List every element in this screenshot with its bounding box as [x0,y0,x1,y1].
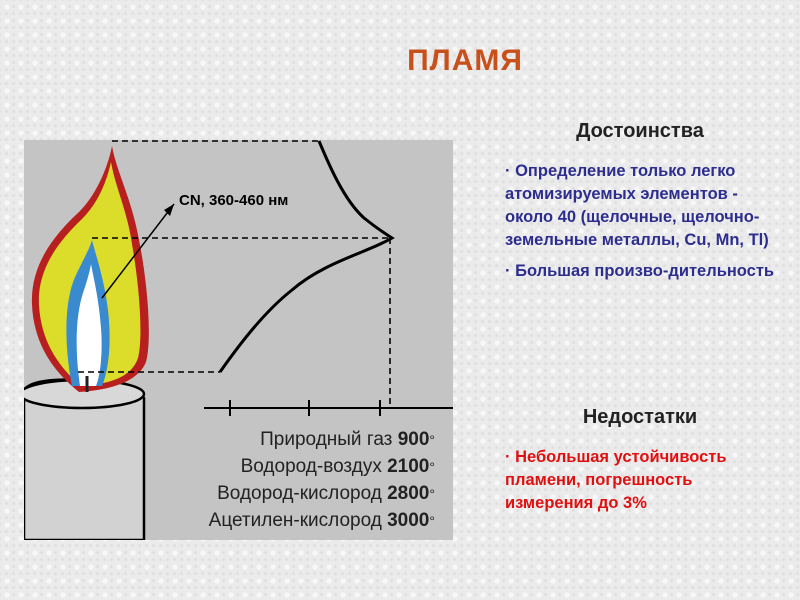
gas-name: Ацетилен-кислород [208,510,382,531]
advantages-heading: Достоинства [576,120,704,142]
temperature-row [209,480,435,507]
degree-sign: ° [429,432,435,448]
temperature-value: 900 [397,429,430,450]
temperature-value: 2800 [387,483,430,504]
degree-sign: ° [429,513,435,529]
temperature-row [209,453,435,480]
temperature-list [209,426,435,534]
candle [24,380,144,540]
temperature-value: 2100 [387,456,430,477]
disadvantages-list [505,446,775,523]
temperature-value: 3000 [387,510,430,531]
gas-name: Водород-воздух [240,456,382,477]
gas-name: Природный газ [260,429,393,450]
slide-title: ПЛАМЯ [407,44,523,77]
flame-diagram [24,140,453,540]
temperature-axis [204,400,453,416]
degree-sign: ° [429,459,435,475]
advantages-list [505,160,775,291]
temperature-row [209,426,435,453]
cn-emission-label: CN, 360-460 нм [179,192,289,209]
advantage-item: · Большая произво-дительность [505,262,775,280]
temperature-row [209,507,435,534]
degree-sign: ° [429,486,435,502]
disadvantages-heading: Недостатки [582,406,698,428]
gas-name: Водород-кислород [217,483,382,504]
temperature-profile-curve [220,141,392,372]
advantage-item: · Определение только легко атомизируемых элементов - около 40 (щелочные, щелочно-земельные металлы, Cu, Mn, Tl) [505,162,769,249]
disadvantage-item: · Небольшая устойчивость пламени, погрешность измерения до 3% [505,448,727,512]
